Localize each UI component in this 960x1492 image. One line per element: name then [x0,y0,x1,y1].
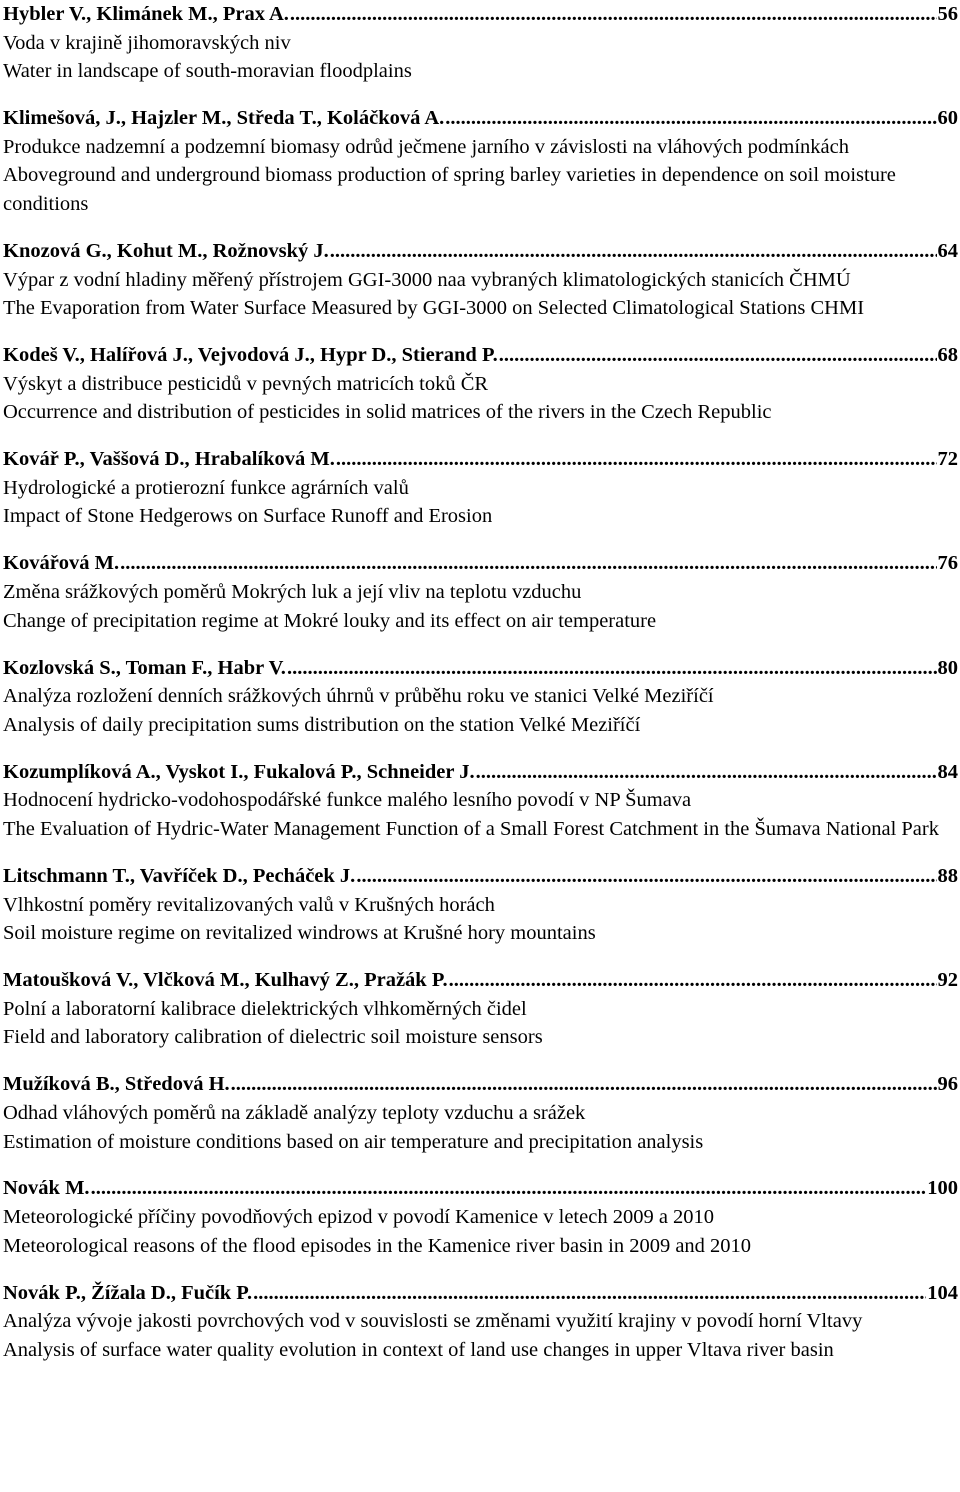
entry-title-english: The Evaluation of Hydric-Water Management Function of a Small Forest Catchment in the Šumava National Park [3,817,939,840]
dot-leader [287,654,937,683]
toc-entry [3,862,958,948]
entry-page-number: 84 [937,760,958,783]
dot-leader [120,549,936,578]
toc-entry-heading [3,758,958,787]
toc-entry-heading [3,862,958,891]
entry-title-czech: Analýza vývoje jakosti povrchových vod v souvislosti se změnami využití krajiny v povodí horní Vltavy [3,1310,863,1333]
entry-title-czech: Výskyt a distribuce pesticidů v pevných matricích toků ČR [3,372,489,395]
toc-entry-heading [3,1174,958,1203]
entry-authors: Kovářová M. [3,552,120,575]
toc-entry [3,1070,958,1156]
dot-leader [91,1174,927,1203]
entry-authors: Novák P., Žížala D., Fučík P. [3,1281,253,1304]
entry-page-number: 92 [937,969,958,992]
entry-title-czech: Hodnocení hydricko-vodohospodářské funkce malého lesního povodí v NP Šumava [3,789,692,812]
toc-entry [3,237,958,323]
entry-authors: Hybler V., Klimánek M., Prax A. [3,3,289,25]
entry-authors: Kovář P., Vaššová D., Hrabalíková M. [3,448,335,471]
entry-title-czech: Analýza rozložení denních srážkových úhrnů v průběhu roku ve stanici Velké Meziříčí [3,685,714,708]
entry-title-czech: Odhad vláhových poměrů na základě analýzy teploty vzduchu a srážek [3,1101,586,1124]
entry-page-number: 60 [937,107,958,130]
entry-title-english: Soil moisture regime on revitalized windrows at Krušné hory mountains [3,922,596,945]
toc-entry [3,758,958,844]
dot-leader [476,758,937,787]
entry-authors: Klimešová, J., Hajzler M., Středa T., Koláčková A. [3,107,445,130]
entry-page-number: 76 [937,552,958,575]
toc-entry-heading [3,104,958,133]
entry-page-number: 68 [937,344,958,367]
dot-leader [330,237,937,266]
toc-entry [3,1174,958,1260]
entry-authors: Kozumplíková A., Vyskot I., Fukalová P., Schneider J. [3,760,475,783]
entry-authors: Matoušková V., Vlčková M., Kulhavý Z., Pražák P. [3,969,448,992]
entry-authors: Kozlovská S., Toman F., Habr V. [3,656,286,679]
entry-page-number: 64 [937,239,958,262]
entry-title-czech: Hydrologické a protierozní funkce agrárních valů [3,476,409,499]
entry-title-english: Water in landscape of south-moravian floodplains [3,60,412,83]
entry-title-czech: Produkce nadzemní a podzemní biomasy odrůd ječmene jarního v závislosti na vláhových podmínkách [3,135,849,158]
toc-entry [3,1279,958,1365]
toc-entry-heading [3,549,958,578]
dot-leader [356,862,936,891]
entry-page-number: 88 [937,864,958,887]
entry-title-english: Estimation of moisture conditions based on air temperature and precipitation analysis [3,1130,704,1153]
dot-leader [449,966,937,995]
entry-title-czech: Výpar z vodní hladiny měřený přístrojem GGI-3000 naa vybraných klimatologických stanicích ČHMÚ [3,268,851,291]
toc-entry-heading [3,445,958,474]
entry-title-english: Field and laboratory calibration of dielectric soil moisture sensors [3,1026,543,1049]
toc-entry-heading [3,1070,958,1099]
entry-authors: Knozová G., Kohut M., Rožnovský J. [3,239,329,262]
entry-page-number: 72 [937,448,958,471]
entry-title-czech: Vlhkostní poměry revitalizovaných valů v Krušných horách [3,893,495,916]
entry-title-english: Change of precipitation regime at Mokré louky and its effect on air temperature [3,609,657,632]
entry-title-czech: Voda v krajině jihomoravských niv [3,31,291,54]
entry-authors: Mužíková B., Středová H. [3,1073,230,1096]
entry-title-czech: Změna srážkových poměrů Mokrých luk a její vliv na teplotu vzduchu [3,581,582,604]
toc-entry-heading [3,654,958,683]
entry-title-english: Impact of Stone Hedgerows on Surface Runoff and Erosion [3,505,493,528]
entry-page-number: 80 [937,656,958,679]
entry-title-english: Analysis of daily precipitation sums distribution on the station Velké Meziříčí [3,713,641,736]
toc-entry [3,0,958,86]
entry-authors: Kodeš V., Halířová J., Vejvodová J., Hypr D., Stierand P. [3,344,498,367]
entry-page-number: 104 [927,1281,958,1304]
entry-title-czech: Meteorologické příčiny povodňových epizod v povodí Kamenice v letech 2009 a 2010 [3,1206,715,1229]
dot-leader [445,104,936,133]
dot-leader [253,1279,926,1308]
toc-entry-heading [3,341,958,370]
toc-entry [3,654,958,740]
entry-title-english: Occurrence and distribution of pesticides in solid matrices of the rivers in the Czech Republic [3,401,772,424]
toc-entry-heading [3,0,958,29]
toc-entry [3,549,958,635]
dot-leader [231,1070,937,1099]
toc-entry-heading [3,237,958,266]
toc-entry-heading [3,966,958,995]
entry-page-number: 56 [937,3,958,25]
dot-leader [499,341,937,370]
entry-title-english: The Evaporation from Water Surface Measured by GGI-3000 on Selected Climatological Stations CHMI [3,297,865,320]
toc-entry [3,341,958,427]
entry-title-english: Aboveground and underground biomass production of spring barley varieties in dependence on soil moisture conditions [3,164,896,215]
entry-authors: Novák M. [3,1177,90,1200]
entry-page-number: 100 [927,1177,958,1200]
entry-title-english: Meteorological reasons of the flood episodes in the Kamenice river basin in 2009 and 2010 [3,1234,752,1257]
dot-leader [336,445,937,474]
toc-entry [3,445,958,531]
entry-page-number: 96 [937,1073,958,1096]
toc-entry [3,104,958,218]
dot-leader [290,0,937,29]
toc-entry [3,966,958,1052]
entry-title-czech: Polní a laboratorní kalibrace dielektrických vlhkoměrných čidel [3,997,527,1020]
entry-title-english: Analysis of surface water quality evolution in context of land use changes in upper Vltava river basin [3,1338,834,1361]
toc-entry-heading [3,1279,958,1308]
entry-authors: Litschmann T., Vavříček D., Pecháček J. [3,864,356,887]
